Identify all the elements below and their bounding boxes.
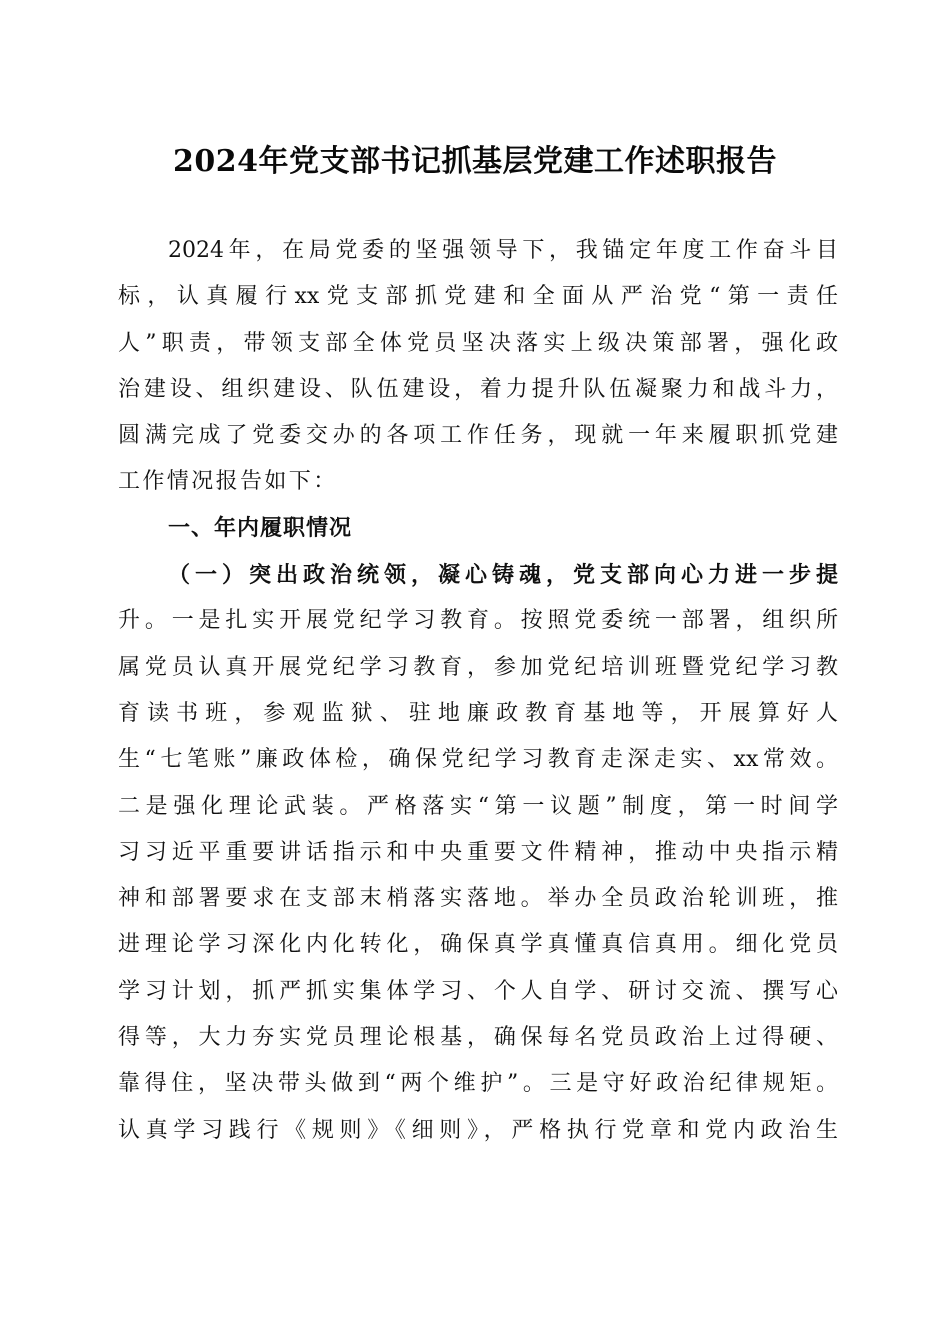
subsection-heading-line: （一）突出政治统领，凝心铸魂，党支部向心力进一步提: [168, 562, 838, 589]
paragraph-line: 人”职责，带领支部全体党员坚决落实上级决策部署，强化政: [118, 330, 838, 356]
paragraph-line: 2024年，在局党委的坚强领导下，我锚定年度工作奋斗目: [168, 238, 838, 263]
paragraph-line: 治建设、组织建设、队伍建设，着力提升队伍凝聚力和战斗力，: [118, 376, 838, 402]
paragraph-line: 得等，大力夯实党员理论根基，确保每名党员政治上过得硬、: [118, 1025, 838, 1051]
paragraph-line: 神和部署要求在支部末梢落实落地。举办全员政治轮训班，推: [118, 886, 838, 912]
paragraph-line: 进理论学习深化内化转化，确保真学真懂真信真用。细化党员: [118, 932, 838, 958]
paragraph-line: 升。一是扎实开展党纪学习教育。按照党委统一部署，组织所: [118, 608, 838, 634]
paragraph-line: 标，认真履行xx党支部抓党建和全面从严治党“第一责任: [118, 284, 838, 310]
paragraph-line: 二是强化理论武装。严格落实“第一议题”制度，第一时间学: [118, 793, 838, 819]
document-title: 2024年党支部书记抓基层党建工作述职报告: [173, 144, 777, 179]
paragraph-line: 生“七笔账”廉政体检，确保党纪学习教育走深走实、xx常效。: [118, 747, 838, 773]
paragraph-line: 学习计划，抓严抓实集体学习、个人自学、研讨交流、撰写心: [118, 978, 838, 1004]
paragraph-line: 圆满完成了党委交办的各项工作任务，现就一年来履职抓党建: [118, 423, 838, 449]
paragraph-line: 习习近平重要讲话指示和中央重要文件精神，推动中央指示精: [118, 839, 838, 865]
document-body: [118, 228, 838, 1154]
paragraph-line: 属党员认真开展党纪学习教育，参加党纪培训班暨党纪学习教: [118, 654, 838, 680]
paragraph-line: 工作情况报告如下：: [118, 469, 338, 495]
paragraph-line: 认真学习践行《规则》《细则》，严格执行党章和党内政治生: [118, 1117, 838, 1143]
paragraph-line: 育读书班，参观监狱、驻地廉政教育基地等，开展算好人: [118, 700, 838, 726]
section-heading: 一、年内履职情况: [168, 515, 353, 541]
paragraph-line: 靠得住，坚决带头做到“两个维护”。三是守好政治纪律规矩。: [118, 1071, 838, 1097]
